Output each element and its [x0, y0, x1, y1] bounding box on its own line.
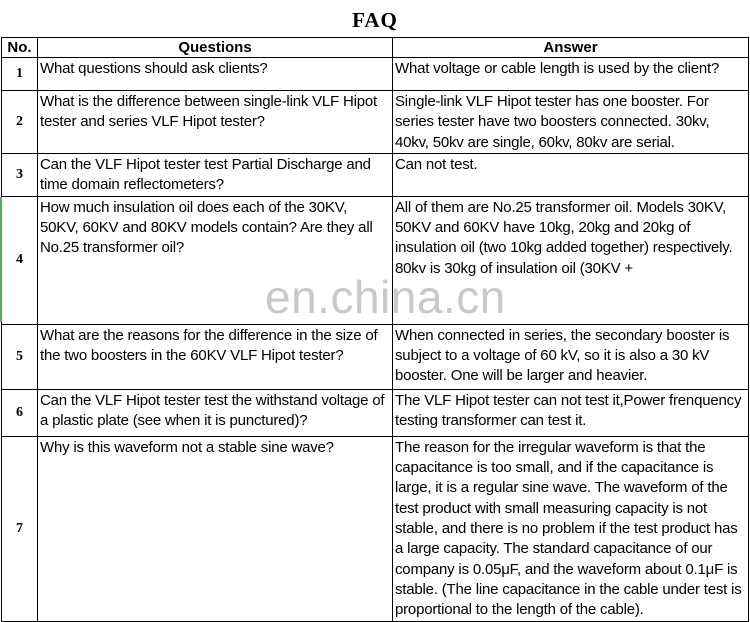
answer-cell: What voltage or cable length is used by the client?	[393, 58, 749, 91]
table-row	[2, 389, 749, 436]
table-row	[2, 91, 749, 154]
question-cell: What are the reasons for the difference in the size of the two boosters in the 60KV VLF Hipot tester?	[38, 324, 393, 389]
table-row	[2, 196, 749, 324]
answer-cell	[393, 196, 749, 324]
column-header-questions: Questions	[38, 38, 393, 58]
faq-table	[1, 37, 749, 622]
table-row	[2, 153, 749, 196]
question-cell: Why is this waveform not a stable sine wave?	[38, 436, 393, 621]
row-number: 4	[2, 196, 38, 324]
answer-cell: Single-link VLF Hipot tester has one booster. For series tester have two boosters connected. 30kv, 40kv, 50kv are single, 60kv, 80kv are serial.	[393, 91, 749, 154]
answer-cell: Can not test.	[393, 153, 749, 196]
answer-cell: The reason for the irregular waveform is that the capacitance is too small, and if the capacitance is large, it is a regular sine wave. The waveform of the test product with small measuring capacity is not stable, and there is no problem if the test product has a large capacity. The standard capacitance of our company is 0.05μF, and the waveform about 0.1μF is stable. (The line capacitance in the cable under test is proportional to the length of the cable).	[393, 436, 749, 621]
watermark: en.china.cn	[265, 271, 506, 323]
answer-text-clipped: All of them are No.25 transformer oil. Models 30KV, 50KV and 60KV have 10kg, 20kg and 20kg of insulation oil (two 10kg added together) respectively. 80kv is 30kg of insulation oil (30KV +	[395, 198, 733, 277]
table-header-row	[2, 38, 749, 58]
row-number: 7	[2, 436, 38, 621]
row-number: 1	[2, 58, 38, 91]
question-cell: How much insulation oil does each of the 30KV, 50KV, 60KV and 80KV models contain? Are they all No.25 transformer oil?	[38, 196, 393, 324]
column-header-no: No.	[2, 38, 38, 58]
question-cell: What is the difference between single-link VLF Hipot tester and series VLF Hipot tester?	[38, 91, 393, 154]
column-header-answer: Answer	[393, 38, 749, 58]
row-number: 6	[2, 389, 38, 436]
row-highlight-line	[0, 197, 2, 322]
question-cell: Can the VLF Hipot tester test Partial Discharge and time domain reflectometers?	[38, 153, 393, 196]
question-cell: What questions should ask clients?	[38, 58, 393, 91]
table-row	[2, 436, 749, 621]
row-number: 2	[2, 91, 38, 154]
row-number: 3	[2, 153, 38, 196]
question-cell: Can the VLF Hipot tester test the withstand voltage of a plastic plate (see when it is punctured)?	[38, 389, 393, 436]
answer-cell: The VLF Hipot tester can not test it,Power frenquency testing transformer can test it.	[393, 389, 749, 436]
page-title: FAQ	[352, 8, 398, 32]
table-row	[2, 324, 749, 389]
row-number: 5	[2, 324, 38, 389]
answer-cell: When connected in series, the secondary booster is subject to a voltage of 60 kV, so it is also a 30 kV booster. One will be larger and heavier.	[393, 324, 749, 389]
table-row	[2, 58, 749, 91]
